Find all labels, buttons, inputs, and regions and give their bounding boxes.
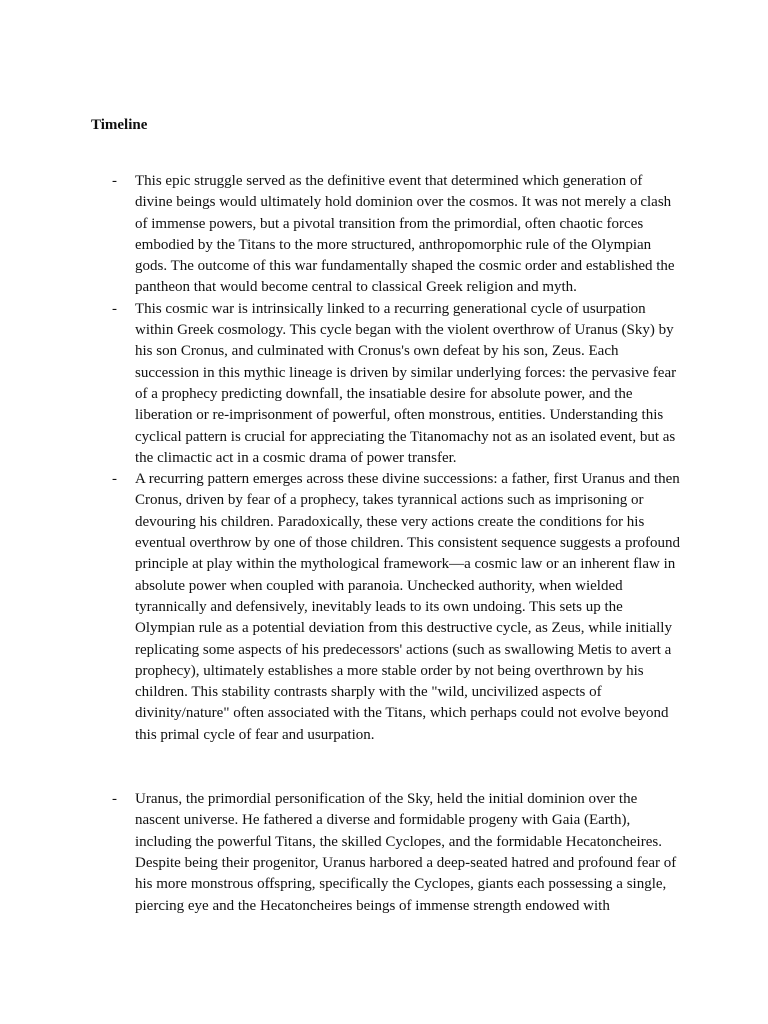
list-item (0, 171, 681, 299)
paragraph-spacer (0, 746, 768, 789)
list-item (0, 299, 681, 469)
bullet-marker: - (112, 173, 117, 189)
bullet-marker: - (112, 300, 117, 317)
list-item (0, 469, 681, 746)
bullet-marker: - (112, 471, 117, 488)
bullet-list (0, 171, 768, 917)
list-item-text: Uranus, the primordial personification of the Sky, held the initial dominion over the nascent universe. He fathered a diverse and formidable progeny with Gaia (Earth), including the powerful Titans, the skilled Cyclopes, and the formidable Hecatoncheires. Despite being their progenitor, Uranus harbored a deep-seated hatred and profound fear of his more monstrous offspring, specifically the Cyclopes, giants each possessing a single, piercing eye and the Hecatoncheires beings of immense strength endowed with (135, 791, 677, 914)
list-item-text: This cosmic war is intrinsically linked to a recurring generational cycle of usurpation within Greek cosmology. This cycle began with the violent overthrow of Uranus (Sky) by his son Cronus, and culminated with Cronus's own defeat by his son, Zeus. Each succession in this mythic lineage is driven by similar underlying forces: the pervasive fear of a prophecy predicting downfall, the insatiable desire for absolute power, and the liberation or re-imprisonment of powerful, often monstrous, entities. Understanding this cyclical pattern is crucial for appreciating the Titanomachy not as an isolated event, but as the climactic act in a cosmic drama of power transfer. (135, 300, 677, 466)
bullet-marker: - (112, 791, 117, 808)
list-item (0, 789, 681, 917)
section-heading: Timeline (91, 117, 148, 133)
list-item-text: This epic struggle served as the definitive event that determined which generation of divine beings would ultimately hold dominion over the cosmos. It was not merely a clash of immense powers, but a pivotal transition from the primordial, often chaotic forces embodied by the Titans to the more structured, anthropomorphic rule of the Olympian gods. The outcome of this war fundamentally shaped the cosmic order and established the pantheon that would become central to classical Greek religion and myth. (135, 173, 675, 296)
list-item-text: A recurring pattern emerges across these divine successions: a father, first Uranus and then Cronus, driven by fear of a prophecy, takes tyrannical actions such as imprisoning or devouring his children. Paradoxically, these very actions create the conditions for his eventual overthrow by one of those children. This consistent sequence suggests a profound principle at play within the mythological framework—a cosmic law or an inherent flaw in absolute power when coupled with paranoia. Unchecked authority, when wielded tyrannically and defensively, inevitably leads to its own undoing. This sets up the Olympian rule as a potential deviation from this destructive cycle, as Zeus, while initially replicating some aspects of his predecessors' actions (such as swallowing Metis to avert a prophecy), ultimately establishes a more stable order by not being overthrown by his children. This stability contrasts sharply with the "wild, uncivilized aspects of divinity/nature" often associated with the Titans, which perhaps could not evolve beyond this primal cycle of fear and usurpation. (135, 471, 681, 743)
